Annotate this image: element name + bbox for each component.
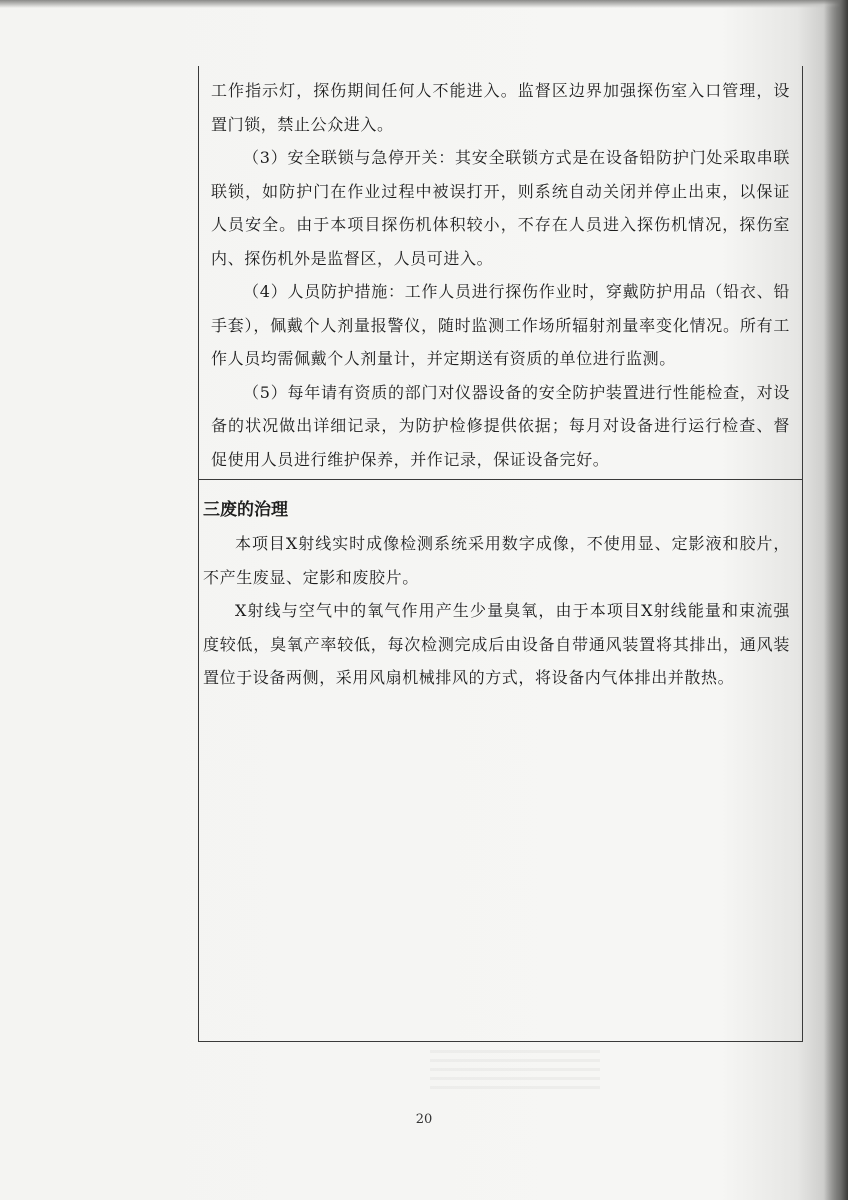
content-table-frame [198,66,803,1042]
paragraph-personal-protection: （4）人员防护措施：工作人员进行探伤作业时，穿戴防护用品（铅衣、铅手套），佩戴个人剂量报警仪，随时监测工作场所辐射剂量率变化情况。所有工作人员均需佩戴个人剂量计，并定期送有资质的单位进行监测。 [211,282,790,368]
scan-binding-edge [824,0,848,1200]
paragraph-annual-inspection: （5）每年请有资质的部门对仪器设备的安全防护装置进行性能检查，对设备的状况做出详细记录，为防护检修提供依据；每月对设备进行运行检查、督促使用人员进行维护保养，并作记录，保证设备完好。 [211,382,790,469]
bleed-through-marks [430,1050,600,1090]
safety-measures-section [199,66,802,480]
paragraph-digital-imaging: 本项目X射线实时成像检测系统采用数字成像，不使用显、定影液和胶片，不产生废显、定影和废胶片。 [203,534,790,587]
waste-treatment-section [199,481,802,1041]
paragraph-interlock: （3）安全联锁与急停开关：其安全联锁方式是在设备铅防护门处采取串联联锁，如防护门在作业过程中被误打开，则系统自动关闭并停止出束，以保证人员安全。由于本项目探伤机体积较小，不存在人员进入探伤机情况，探伤室内、探伤机外是监督区，人员可进入。 [211,148,790,268]
scan-top-edge [0,0,848,8]
page-number: 20 [415,1112,433,1127]
paragraph-continuation: 工作指示灯，探伤期间任何人不能进入。监督区边界加强探伤室入口管理，设置门锁，禁止公众进入。 [211,81,790,134]
section-heading: 三废的治理 [203,500,288,520]
paragraph-ozone: X射线与空气中的氧气作用产生少量臭氧，由于本项目X射线能量和束流强度较低，臭氧产率较低，每次检测完成后由设备自带通风装置将其排出，通风装置位于设备两侧，采用风扇机械排风的方式，将设备内气体排出并散热。 [203,601,790,687]
